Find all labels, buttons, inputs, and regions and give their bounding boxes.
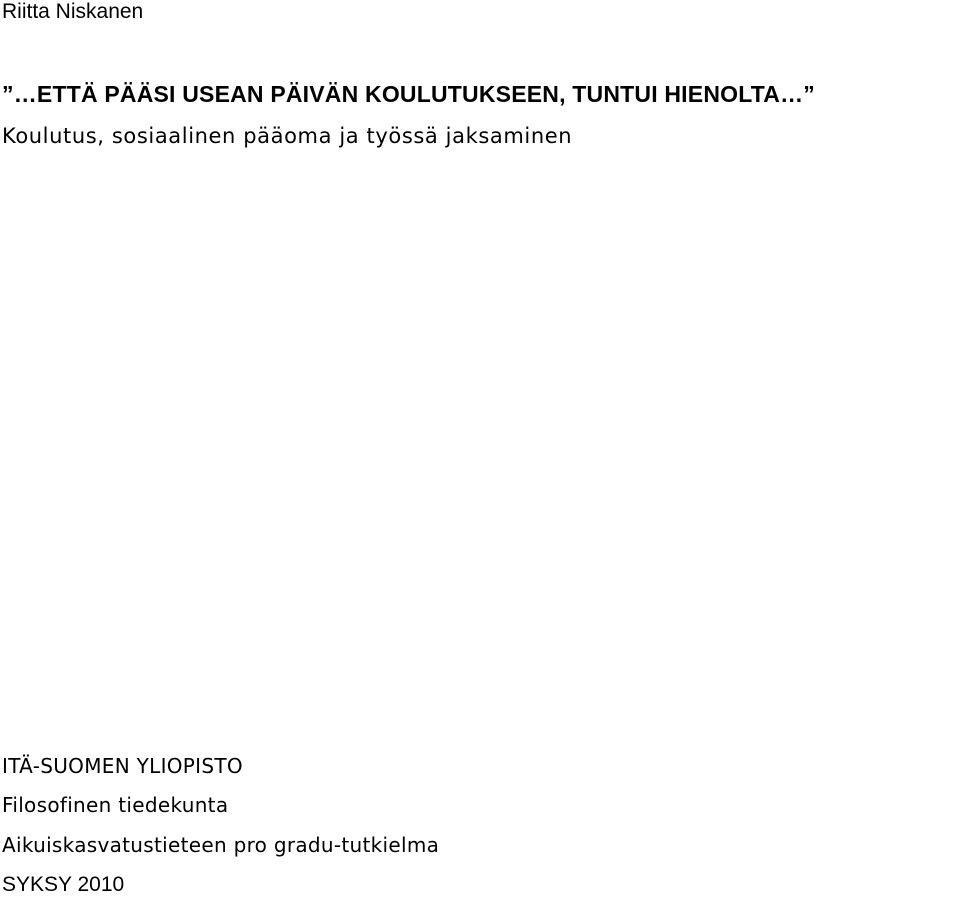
- term-date: SYKSY 2010: [2, 873, 125, 896]
- thesis-subtitle: Koulutus, sosiaalinen pääoma ja työssä jaksaminen: [2, 124, 573, 148]
- author-name: Riitta Niskanen: [2, 0, 144, 23]
- faculty-name: Filosofinen tiedekunta: [2, 793, 229, 817]
- thesis-type: Aikuiskasvatustieteen pro gradu-tutkielma: [2, 833, 440, 857]
- thesis-title: ”…ETTÄ PÄÄSI USEAN PÄIVÄN KOULUTUKSEEN, TUNTUI HIENOLTA…”: [2, 81, 816, 107]
- university-name: ITÄ-SUOMEN YLIOPISTO: [2, 754, 243, 778]
